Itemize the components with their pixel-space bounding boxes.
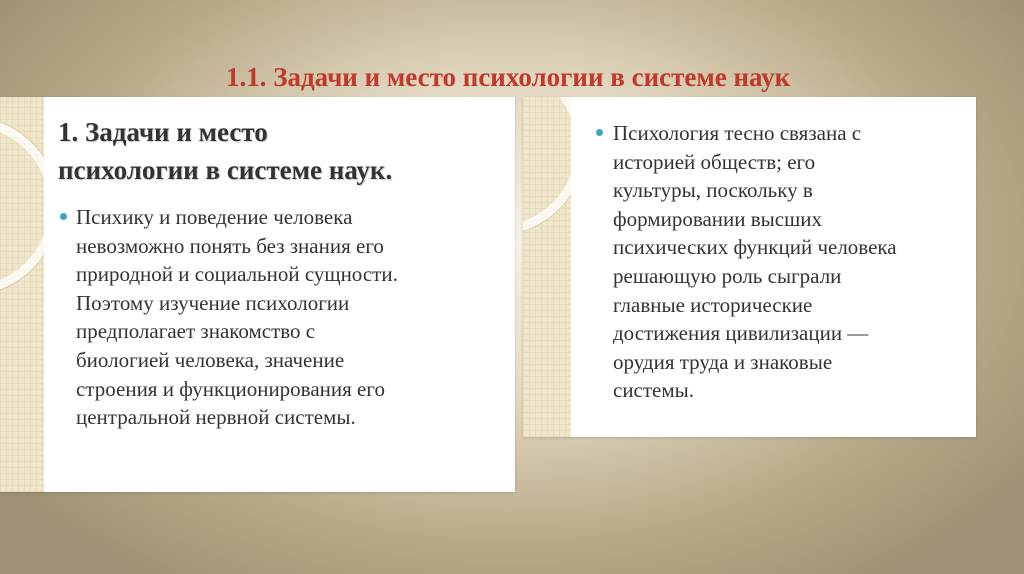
text-line: строения и функционирования его bbox=[76, 376, 385, 401]
left-content-card bbox=[0, 97, 515, 492]
decorative-strip-right bbox=[523, 97, 571, 437]
slide-title: 1.1. Задачи и место психологии в системе наук bbox=[226, 62, 791, 92]
text-line: Поэтому изучение психологии bbox=[76, 290, 350, 315]
bullet-paragraph bbox=[58, 203, 476, 432]
text-line: историей обществ; его bbox=[613, 149, 816, 174]
right-content-card bbox=[523, 97, 976, 437]
card-heading bbox=[58, 113, 515, 189]
text-line: биологией человека, значение bbox=[76, 347, 345, 372]
decorative-circle bbox=[0, 117, 44, 295]
right-card-content bbox=[593, 97, 976, 437]
left-card-content bbox=[58, 97, 515, 492]
text-line: Психику и поведение человека bbox=[76, 205, 353, 229]
card-heading-line: психологии в системе наук. bbox=[58, 155, 393, 185]
text-line: достижения цивилизации — bbox=[613, 321, 869, 346]
text-line: предполагает знакомство с bbox=[76, 319, 316, 344]
bullet-dot-icon bbox=[596, 129, 603, 136]
text-line: решающую роль сыграли bbox=[613, 263, 842, 288]
text-line: орудия труда и знаковые bbox=[613, 349, 833, 374]
decorative-strip-left bbox=[0, 97, 44, 492]
text-line: главные исторические bbox=[613, 292, 813, 317]
text-line: психических функций человека bbox=[613, 235, 897, 260]
text-line: природной и социальной сущности. bbox=[76, 262, 398, 287]
decorative-circle bbox=[523, 97, 571, 235]
card-heading-line: 1. Задачи и место bbox=[58, 117, 268, 147]
text-line: культуры, поскольку в bbox=[613, 178, 813, 203]
text-line: формировании высших bbox=[613, 206, 822, 231]
text-line: невозможно понять без знания его bbox=[76, 233, 384, 258]
text-line: системы. bbox=[613, 378, 695, 403]
bullet-dot-icon bbox=[60, 213, 67, 220]
bullet-paragraph bbox=[593, 119, 973, 405]
text-line: Психология тесно связана с bbox=[613, 121, 862, 145]
text-line: центральной нервной системы. bbox=[76, 405, 356, 430]
